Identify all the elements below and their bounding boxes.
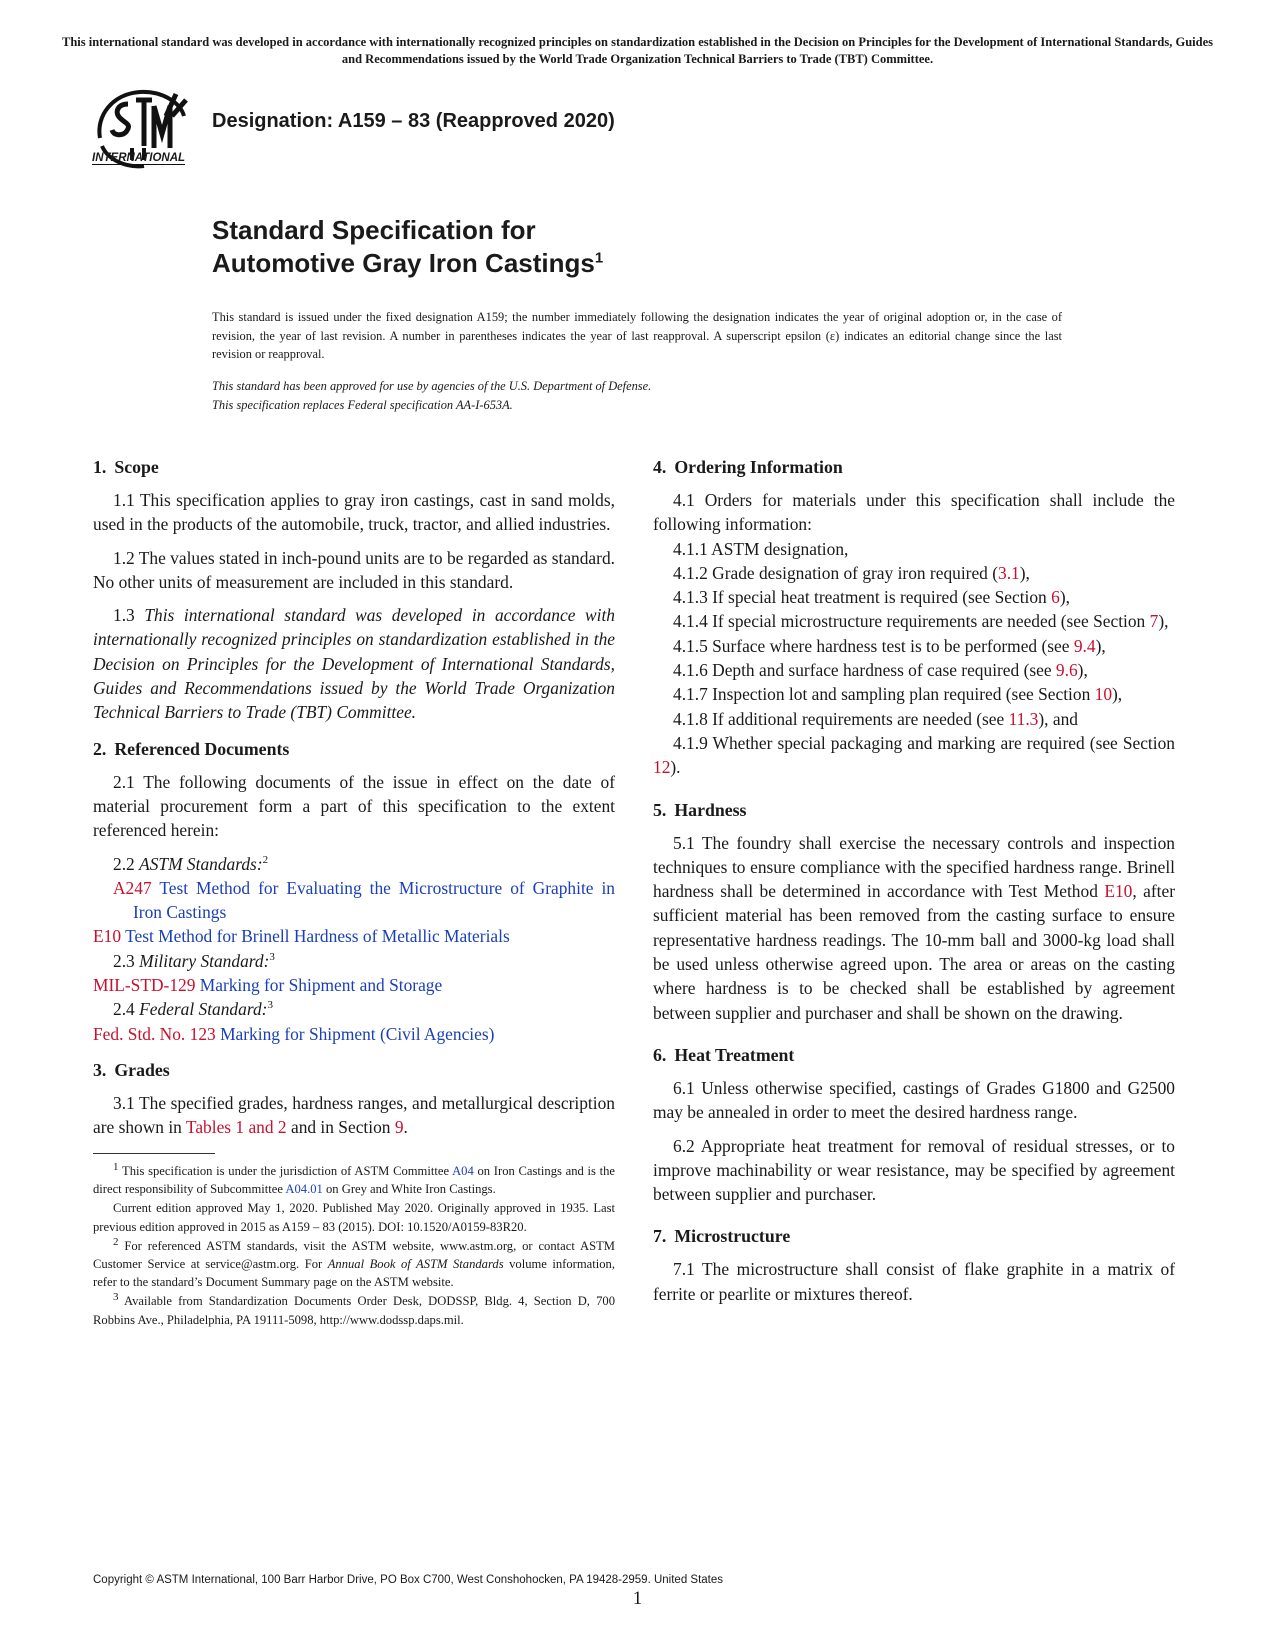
order-item: 4.1.8 If additional requirements are needed (see 11.3), and (673, 708, 1078, 729)
right-column (653, 455, 1175, 1318)
a04-01-link[interactable]: A04.01 (285, 1182, 323, 1197)
page-number: 1 (632, 1588, 643, 1609)
title-footnote-ref: 1 (594, 249, 604, 267)
federal-standard-label: 2.4 Federal Standard:$^3$ (113, 999, 273, 1020)
section-scope (93, 455, 615, 725)
link-9-4[interactable]: 9.4 (1073, 635, 1096, 656)
link-3-1[interactable]: 3.1 (998, 562, 1020, 583)
dod-note: This standard has been approved for use by agencies of the U.S. Department of Defense. (212, 379, 652, 393)
paragraph: 1.3 This international standard was developed in accordance with internationally recognized principles on standardization established in the Decision on Principles for the Development of International Standards, Guides and Recommendations issued by the World Trade Organization Technical Barriers to Trade (TBT) Committee. (93, 605, 615, 723)
section-heading: 5. Hardness (653, 799, 747, 820)
footnote-3: $^3$ Available from Standardization Documents Order Desk, DODSSP, Bldg. 4, Section D, 700 Robbins Ave., Philadelphia, PA 19111-5098, http://www.dodssp.daps.mil. (93, 1291, 615, 1327)
paragraph: 7.1 The microstructure shall consist of flake graphite in a matrix of ferrite or pearlite or mixtures thereof. (653, 1259, 1175, 1304)
footnote-rule (93, 1153, 215, 1154)
link-section-12[interactable]: 12 (653, 757, 671, 778)
paragraph: 1.2 The values stated in inch-pound units are to be regarded as standard. No other units of measurement are included in this standard. (93, 547, 615, 592)
link-e10[interactable]: E10 (1104, 881, 1133, 902)
link-section-6[interactable]: 6 (1051, 587, 1060, 608)
reference-a247[interactable]: A247 Test Method for Evaluating the Microstructure of Graphite in Iron Castings (113, 877, 615, 923)
order-item: 4.1.7 Inspection lot and sampling plan required (see Section 10), (673, 684, 1123, 705)
section-heat-treatment (653, 1043, 1175, 1206)
paragraph: 4.1 Orders for materials under this specification shall include the following information: (653, 490, 1175, 535)
section-heading: 2. Referenced Documents (93, 738, 290, 759)
title-line-1: Standard Specification for (212, 215, 536, 245)
link-11-3[interactable]: 11.3 (1008, 708, 1039, 729)
paragraph: 2.1 The following documents of the issue in effect on the date of material procurement form a part of this specification to the extent referenced herein: (93, 771, 615, 841)
wto-notice: This international standard was developed in accordance with internationally recognized principles on standardization established in the Decision on Principles for the Development of International Standards, Guides and Recommendations issued by the World Trade Organization Technical Barriers to Trade (TBT) Committee. (62, 35, 1213, 66)
order-item: 4.1.9 Whether special packaging and marking are required (see Section 12). (653, 732, 1175, 778)
reference-e10[interactable]: E10 Test Method for Brinell Hardness of Metallic Materials (93, 926, 510, 947)
link-9-6[interactable]: 9.6 (1055, 660, 1078, 681)
section-microstructure (653, 1224, 1175, 1306)
section-heading: 6. Heat Treatment (653, 1044, 795, 1065)
footnote-1: $^1$ This specification is under the jurisdiction of ASTM Committee A04 on Iron Castings and is the direct responsibility of Subcommittee A04.01 on Grey and White Iron Castings. (93, 1160, 616, 1197)
link-section-7[interactable]: 7 (1149, 611, 1159, 632)
section-heading: 4. Ordering Information (653, 457, 843, 477)
astm-logo (92, 86, 202, 178)
page-title (212, 214, 603, 280)
section-heading: 1. Scope (93, 457, 159, 477)
reference-mil-std-129[interactable]: MIL-STD-129 Marking for Shipment and Storage (93, 975, 443, 996)
section-grades (93, 1058, 615, 1140)
order-item: 4.1.4 If special microstructure requirements are needed (see Section 7), (673, 611, 1169, 632)
issued-statement: This standard is issued under the fixed designation A159; the number immediately following the designation indicates the year of original adoption or, in the case of revision, the year of last revision. A number in parentheses indicates the year of last reapproval. A superscript epsilon (ε) indicates an editorial change since the last revision or reapproval. (212, 310, 1062, 361)
footnote-1-edition: Current edition approved May 1, 2020. Published May 2020. Originally approved in 1935. Last previous edition approved in 2015 as A159 – 83 (2015). DOI: 10.1520/A0159-83R20. (93, 1201, 615, 1234)
paragraph: 6.1 Unless otherwise specified, castings of Grades G1800 and G2500 may be annealed in order to meet the desired hardness range. (653, 1077, 1175, 1123)
a04-link[interactable]: A04 (452, 1164, 474, 1178)
replaces-note: This specification replaces Federal specification AA-I-653A. (212, 397, 513, 412)
order-item: 4.1.3 If special heat treatment is required (see Section 6), (673, 587, 1070, 608)
astm-standards-label: 2.2 ASTM Standards:$^2$ (113, 853, 269, 874)
order-item: 4.1.2 Grade designation of gray iron required (3.1), (673, 562, 1030, 583)
reference-fed-std-123[interactable]: Fed. Std. No. 123 Marking for Shipment (Civil Agencies) (93, 1023, 495, 1044)
designation: Designation: A159 – 83 (Reapproved 2020) (212, 110, 615, 132)
tables-link[interactable]: Tables 1 and 2 (185, 1117, 287, 1138)
left-column (93, 455, 615, 1152)
order-item: 4.1.5 Surface where hardness test is to be performed (see 9.4), (673, 635, 1106, 656)
section-ordering-information (653, 455, 1175, 780)
section-referenced-documents (93, 737, 615, 1046)
paragraph: 3.1 The specified grades, hardness ranges, and metallurgical description are shown in Tables 1 and 2 and in Section 9. (93, 1092, 615, 1138)
section-hardness (653, 798, 1175, 1025)
footnotes (93, 1162, 615, 1330)
footnote-2: $^2$ For referenced ASTM standards, visit the ASTM website, www.astm.org, or contact ASTM Customer Service at service@astm.org. For Annual Book of ASTM Standards volume information, refer to the standard’s Document Summary page on the ASTM website. (93, 1235, 615, 1290)
military-standard-label: 2.3 Military Standard:$^3$ (113, 950, 275, 971)
section-heading: 7. Microstructure (653, 1226, 791, 1247)
link-section-10[interactable]: 10 (1094, 684, 1113, 705)
order-item: 4.1.6 Depth and surface hardness of case required (see 9.6), (673, 660, 1088, 681)
section-9-link[interactable]: 9 (394, 1117, 404, 1138)
approval-notes (212, 377, 651, 414)
order-item: 4.1.1 ASTM designation, (673, 538, 849, 559)
logo-wordmark: INTERNATIONAL (92, 152, 186, 164)
paragraph: 6.2 Appropriate heat treatment for removal of residual stresses, or to improve machinability or wear resistance, may be specified by agreement between supplier and purchaser. (653, 1135, 1175, 1205)
title-line-2: Automotive Gray Iron Castings$^1$ (212, 248, 604, 278)
copyright: Copyright © ASTM International, 100 Barr Harbor Drive, PO Box C700, West Conshohocken, PA 19428-2959. United States (93, 1574, 724, 1586)
paragraph: 5.1 The foundry shall exercise the necessary controls and inspection techniques to ensure compliance with the specified hardness range. Brinell hardness shall be determined in accordance with Test Method E10, after sufficient material has been removed from the casting surface to ensure representative hardness readings. The 10-mm ball and 3000-kg load shall be used unless otherwise agreed upon. The area or areas on the casting where hardness is to be checked shall be established by agreement between supplier and purchaser and shall be shown on the drawing. (653, 832, 1175, 1023)
section-heading: 3. Grades (93, 1059, 170, 1080)
paragraph: 1.1 This specification applies to gray iron castings, cast in sand molds, used in the products of the automobile, truck, tractor, and allied industries. (93, 490, 615, 535)
